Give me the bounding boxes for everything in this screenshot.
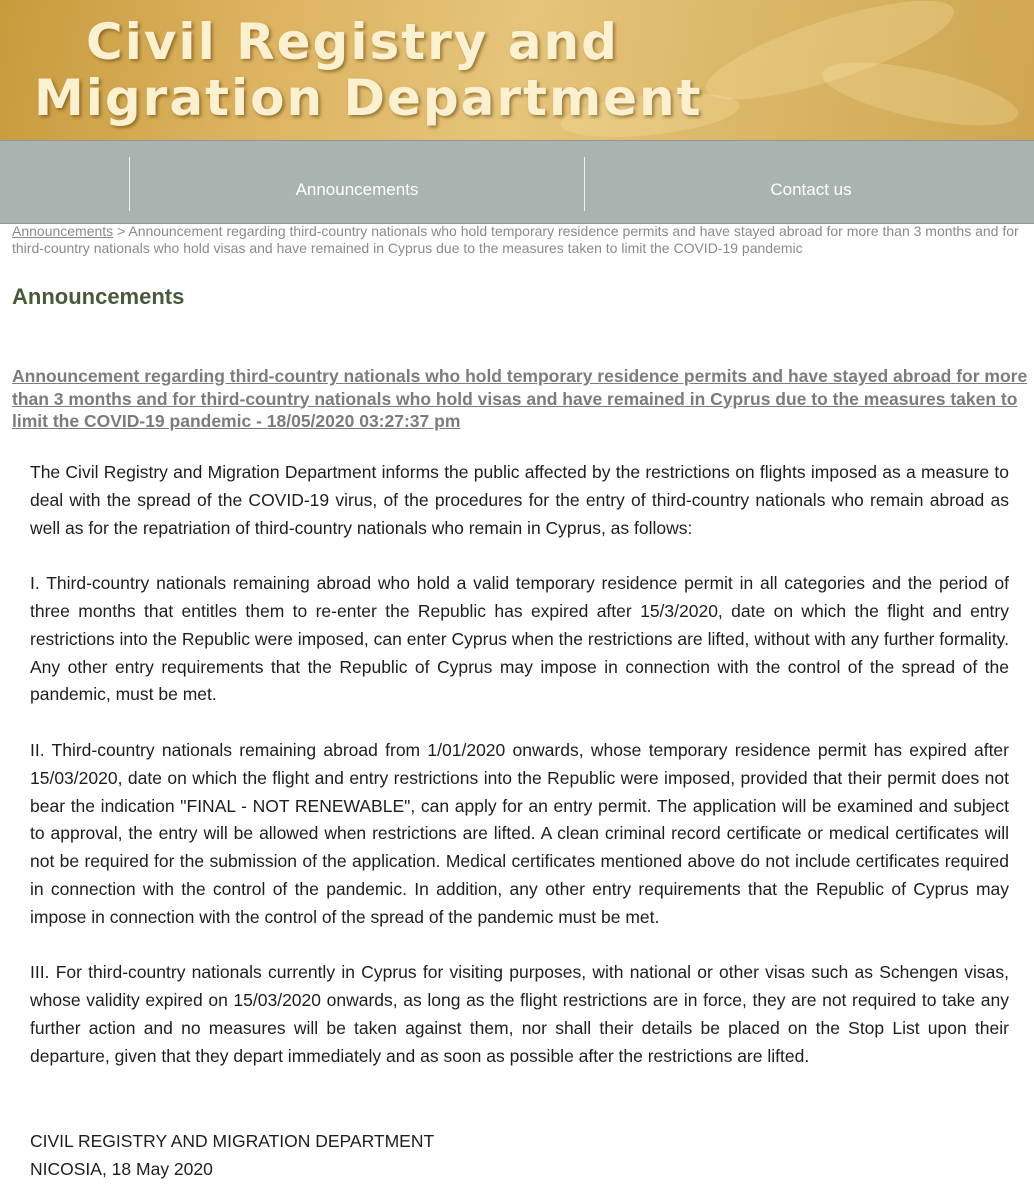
section-heading: Announcements <box>12 284 185 309</box>
breadcrumb <box>12 223 1022 257</box>
announcement-body <box>30 459 1009 1098</box>
site-title-line1: Civil Registry and <box>86 13 619 71</box>
announcement-signature <box>30 1127 434 1183</box>
main-navbar <box>0 140 1034 224</box>
nav-item-announcements[interactable]: Announcements <box>295 180 419 199</box>
announcement-paragraph-i: I. Third-country nationals remaining abroad who hold a valid temporary residence permit in all categories and the period of three months that entitles them to re-enter the Republic has expired after 15/3/2020, date on which the flight and entry restrictions into the Republic were imposed, can enter Cyprus when the restrictions are lifted, without with any further formality. Any other entry requirements that the Republic of Cyprus may impose in connection with the control of the spread of the pandemic, must be met. <box>30 573 1009 705</box>
olive-leaf-decoration <box>817 50 1023 139</box>
nav-item-contact-us[interactable]: Contact us <box>770 180 852 199</box>
site-title <box>34 14 703 126</box>
signature-department: CIVIL REGISTRY AND MIGRATION DEPARTMENT <box>30 1131 435 1151</box>
announcement-title-link[interactable]: Announcement regarding third-country nationals who hold temporary residence permits and have stayed abroad for more than 3 months and for third-country nationals who hold visas and have remained in Cyprus due to the measures taken to limit the COVID-19 pandemic - 18/05/2020 03:27:37 pm <box>12 366 1028 431</box>
signature-place-date: NICOSIA, 18 May 2020 <box>30 1159 213 1179</box>
announcement-paragraph-ii: II. Third-country nationals remaining abroad from 1/01/2020 onwards, whose temporary residence permit has expired after 15/03/2020, date on which the flight and entry restrictions into the Republic were imposed, provided that their permit does not bear the indication "FINAL - NOT RENEWABLE", can apply for an entry permit. The application will be examined and subject to approval, the entry will be allowed when restrictions are lifted. A clean criminal record certificate or medical certificates will not be required for the submission of the application. Medical certificates mentioned above do not include certificates required in connection with the control of the pandemic. In addition, any other entry requirements that the Republic of Cyprus may impose in connection with the control of the spread of the pandemic must be met. <box>30 739 1009 927</box>
breadcrumb-link-announcements[interactable]: Announcements <box>12 223 114 239</box>
site-title-line2: Migration Department <box>34 69 703 127</box>
breadcrumb-current: Announcement regarding third-country nationals who hold temporary residence permits and have stayed abroad for more than 3 months and for third-country nationals who hold visas and have remained in Cyprus due to the measures taken to limit the COVID-19 pandemic <box>12 223 1019 256</box>
announcement-intro-paragraph: The Civil Registry and Migration Department informs the public affected by the restrictions on flights imposed as a measure to deal with the spread of the COVID-19 virus, of the procedures for the entry of third-country nationals who remain abroad as well as for the repatriation of third-country nationals who remain in Cyprus, as follows: <box>30 462 1009 538</box>
announcement-paragraph-iii: III. For third-country nationals currently in Cyprus for visiting purposes, with national or other visas such as Schengen visas, whose validity expired on 15/03/2020 onwards, as long as the flight restrictions are in force, they are not required to take any further action and no measures will be taken against them, nor shall their details be placed on the Stop List upon their departure, given that they depart immediately and as soon as possible after the restrictions are lifted. <box>30 962 1009 1066</box>
site-banner <box>0 0 1034 140</box>
breadcrumb-separator: > <box>117 223 126 239</box>
